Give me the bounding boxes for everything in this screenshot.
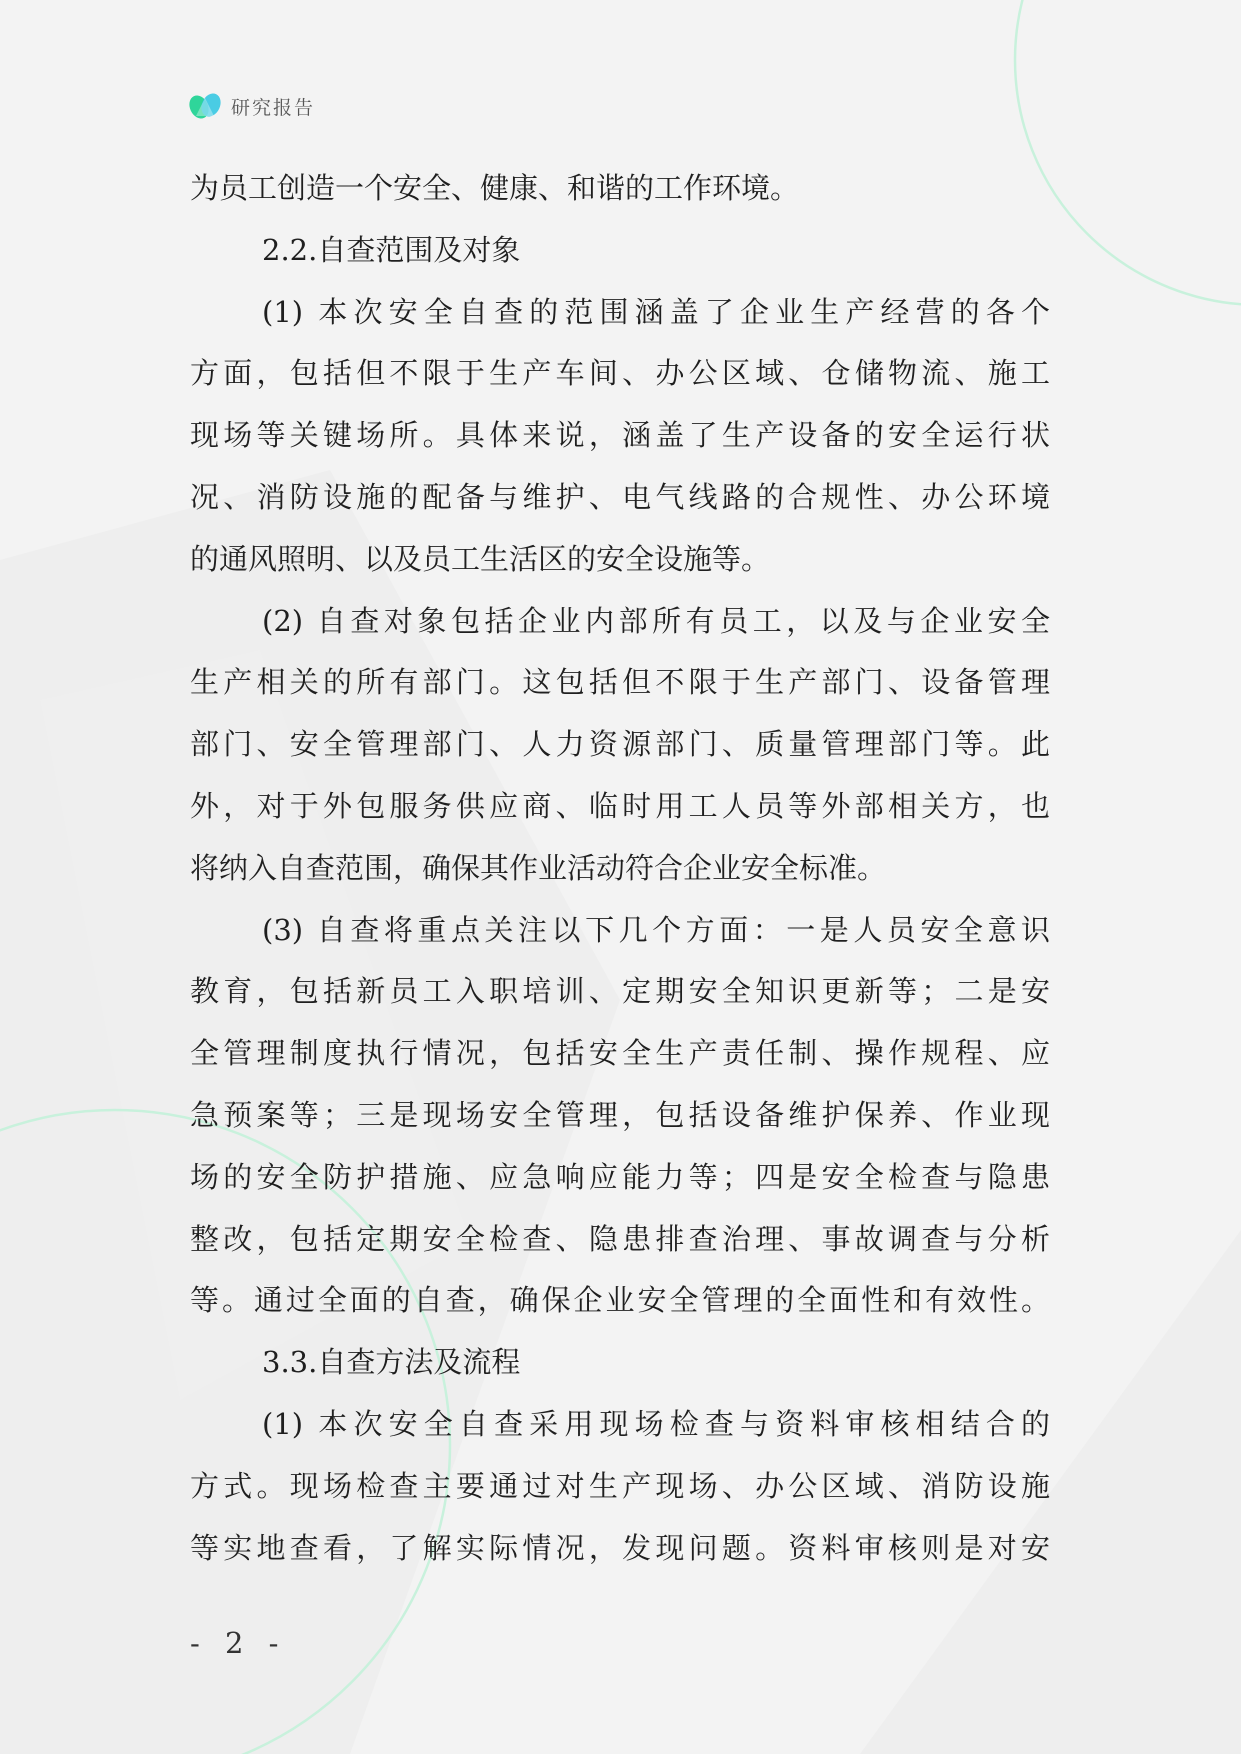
document-body — [190, 158, 1050, 1579]
body-line: 急预案等；三是现场安全管理，包括设备维护保养、作业现 — [190, 1097, 1050, 1132]
body-line: 方面，包括但不限于生产车间、办公区域、仓储物流、施工 — [190, 356, 1050, 391]
body-line: 为员工创造一个安全、健康、和谐的工作环境。 — [190, 171, 800, 205]
body-line: 部门、安全管理部门、人力资源部门、质量管理部门等。此 — [190, 727, 1050, 762]
body-line: 将纳入自查范围，确保其作业活动符合企业安全标准。 — [190, 850, 887, 885]
paragraph-first-line: (1) 本次安全自查采用现场检查与资料审核相结合的 — [262, 1406, 1050, 1441]
paragraph-first-line: (3) 自查将重点关注以下几个方面：一是人员安全意识 — [262, 912, 1050, 947]
body-line: 教育，包括新员工入职培训、定期安全知识更新等；二是安 — [190, 974, 1050, 1009]
body-line: 等实地查看，了解实际情况，发现问题。资料审核则是对安 — [190, 1530, 1050, 1565]
paragraph-first-line: (1) 本次安全自查的范围涵盖了企业生产经营的各个 — [262, 294, 1050, 329]
body-line: 整改，包括定期安全检查、隐患排查治理、事故调查与分析 — [190, 1221, 1050, 1256]
body-line: 的通风照明、以及员工生活区的安全设施等。 — [190, 541, 771, 576]
body-line: 等。通过全面的自查，确保企业安全管理的全面性和有效性。 — [190, 1283, 1050, 1318]
section-heading: 3.3.自查方法及流程 — [262, 1345, 521, 1380]
page-header — [187, 86, 315, 126]
body-line: 全管理制度执行情况，包括安全生产责任制、操作规程、应 — [190, 1036, 1050, 1071]
brand-logo-icon — [187, 88, 223, 124]
body-line: 方式。现场检查主要通过对生产现场、办公区域、消防设施 — [190, 1468, 1050, 1503]
paragraph-first-line: (2) 自查对象包括企业内部所有员工，以及与企业安全 — [262, 603, 1050, 638]
header-title: 研究报告 — [231, 96, 316, 119]
body-line: 现场等关键场所。具体来说，涵盖了生产设备的安全运行状 — [190, 418, 1050, 453]
body-line: 场的安全防护措施、应急响应能力等；四是安全检查与隐患 — [190, 1159, 1050, 1194]
body-line: 况、消防设施的配备与维护、电气线路的合规性、办公环境 — [190, 479, 1050, 514]
body-line: 外，对于外包服务供应商、临时用工人员等外部相关方，也 — [190, 788, 1050, 823]
body-line: 生产相关的所有部门。这包括但不限于生产部门、设备管理 — [190, 665, 1050, 700]
page-number: - 2 - — [190, 1626, 287, 1660]
section-heading: 2.2.自查范围及对象 — [262, 232, 521, 267]
